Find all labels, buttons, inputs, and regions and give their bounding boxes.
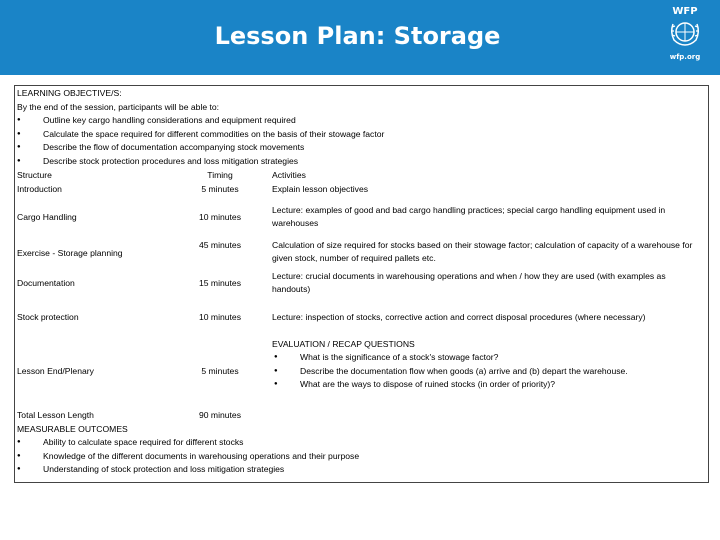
row-structure: Documentation <box>17 277 75 288</box>
row-activities: Calculation of size required for stocks based on their stowage factor; calculation of capacity of a warehouse for given stock, number of required pallets etc. <box>272 239 693 264</box>
table-row <box>15 203 708 239</box>
logo-url: wfp.org <box>669 53 701 61</box>
recap-item: ● Describe the documentation flow when goods (a) arrive and (b) depart the warehouse. <box>272 365 704 379</box>
logo-text: WFP <box>672 6 698 17</box>
table-row <box>15 270 708 311</box>
objective-item: ● Describe the flow of documentation accompanying stock movements <box>15 141 708 155</box>
header-bar <box>0 0 720 75</box>
recap-questions <box>272 338 704 392</box>
row-structure: Lesson End/Plenary <box>17 365 94 376</box>
outcomes-heading: MEASURABLE OUTCOMES <box>17 423 128 434</box>
table-row <box>15 183 708 203</box>
header-activities: Activities <box>272 169 306 180</box>
lesson-plan-content <box>14 85 709 483</box>
row-activities: Explain lesson objectives <box>272 183 369 194</box>
outcome-item: ● Understanding of stock protection and loss mitigation strategies <box>15 463 708 477</box>
total-value: 90 minutes <box>198 409 242 420</box>
row-activities: Lecture: examples of good and bad cargo handling practices; special cargo handling equipment used in warehouses <box>272 204 666 229</box>
wfp-logo <box>662 6 708 61</box>
row-timing: 10 minutes <box>198 211 242 222</box>
header-structure: Structure <box>17 169 52 180</box>
row-timing: 5 minutes <box>201 365 239 376</box>
row-timing: 10 minutes <box>198 311 242 322</box>
outcome-item: ● Ability to calculate space required for different stocks <box>15 436 708 450</box>
recap-item: ● What are the ways to dispose of ruined stocks (in order of priority)? <box>272 378 704 392</box>
table-row <box>15 339 708 409</box>
row-structure: Cargo Handling <box>17 211 77 222</box>
row-activities: Lecture: crucial documents in warehousing operations and when / how they are used (with examples as handouts) <box>272 270 666 295</box>
row-timing: 15 minutes <box>198 277 242 288</box>
total-label: Total Lesson Length <box>17 409 94 420</box>
table-row <box>15 311 708 339</box>
header-timing: Timing <box>207 169 233 180</box>
total-row <box>15 409 708 423</box>
table-header-row <box>15 169 708 183</box>
row-structure: Exercise - Storage planning <box>17 247 123 258</box>
row-timing: 5 minutes <box>201 183 239 194</box>
objectives-intro: By the end of the session, participants will be able to: <box>17 101 220 112</box>
recap-title: EVALUATION / RECAP QUESTIONS <box>272 338 415 349</box>
row-timing: 45 minutes <box>198 239 242 250</box>
objectives-heading: LEARNING OBJECTIVE/S: <box>17 88 122 98</box>
row-structure: Stock protection <box>17 311 79 322</box>
row-structure: Introduction <box>17 183 62 194</box>
objective-item: ● Outline key cargo handling considerations and equipment required <box>15 114 708 128</box>
outcome-item: ● Knowledge of the different documents in warehousing operations and their purpose <box>15 450 708 464</box>
page-title: Lesson Plan: Storage <box>214 22 501 50</box>
row-activities: Lecture: inspection of stocks, corrective action and correct disposal procedures (where necessary) <box>272 311 646 322</box>
recap-item: ● What is the significance of a stock's stowage factor? <box>272 351 704 365</box>
objective-item: ● Describe stock protection procedures and loss mitigation strategies <box>15 155 708 169</box>
wfp-emblem-icon <box>668 17 702 47</box>
objective-item: ● Calculate the space required for different commodities on the basis of their stowage factor <box>15 128 708 142</box>
